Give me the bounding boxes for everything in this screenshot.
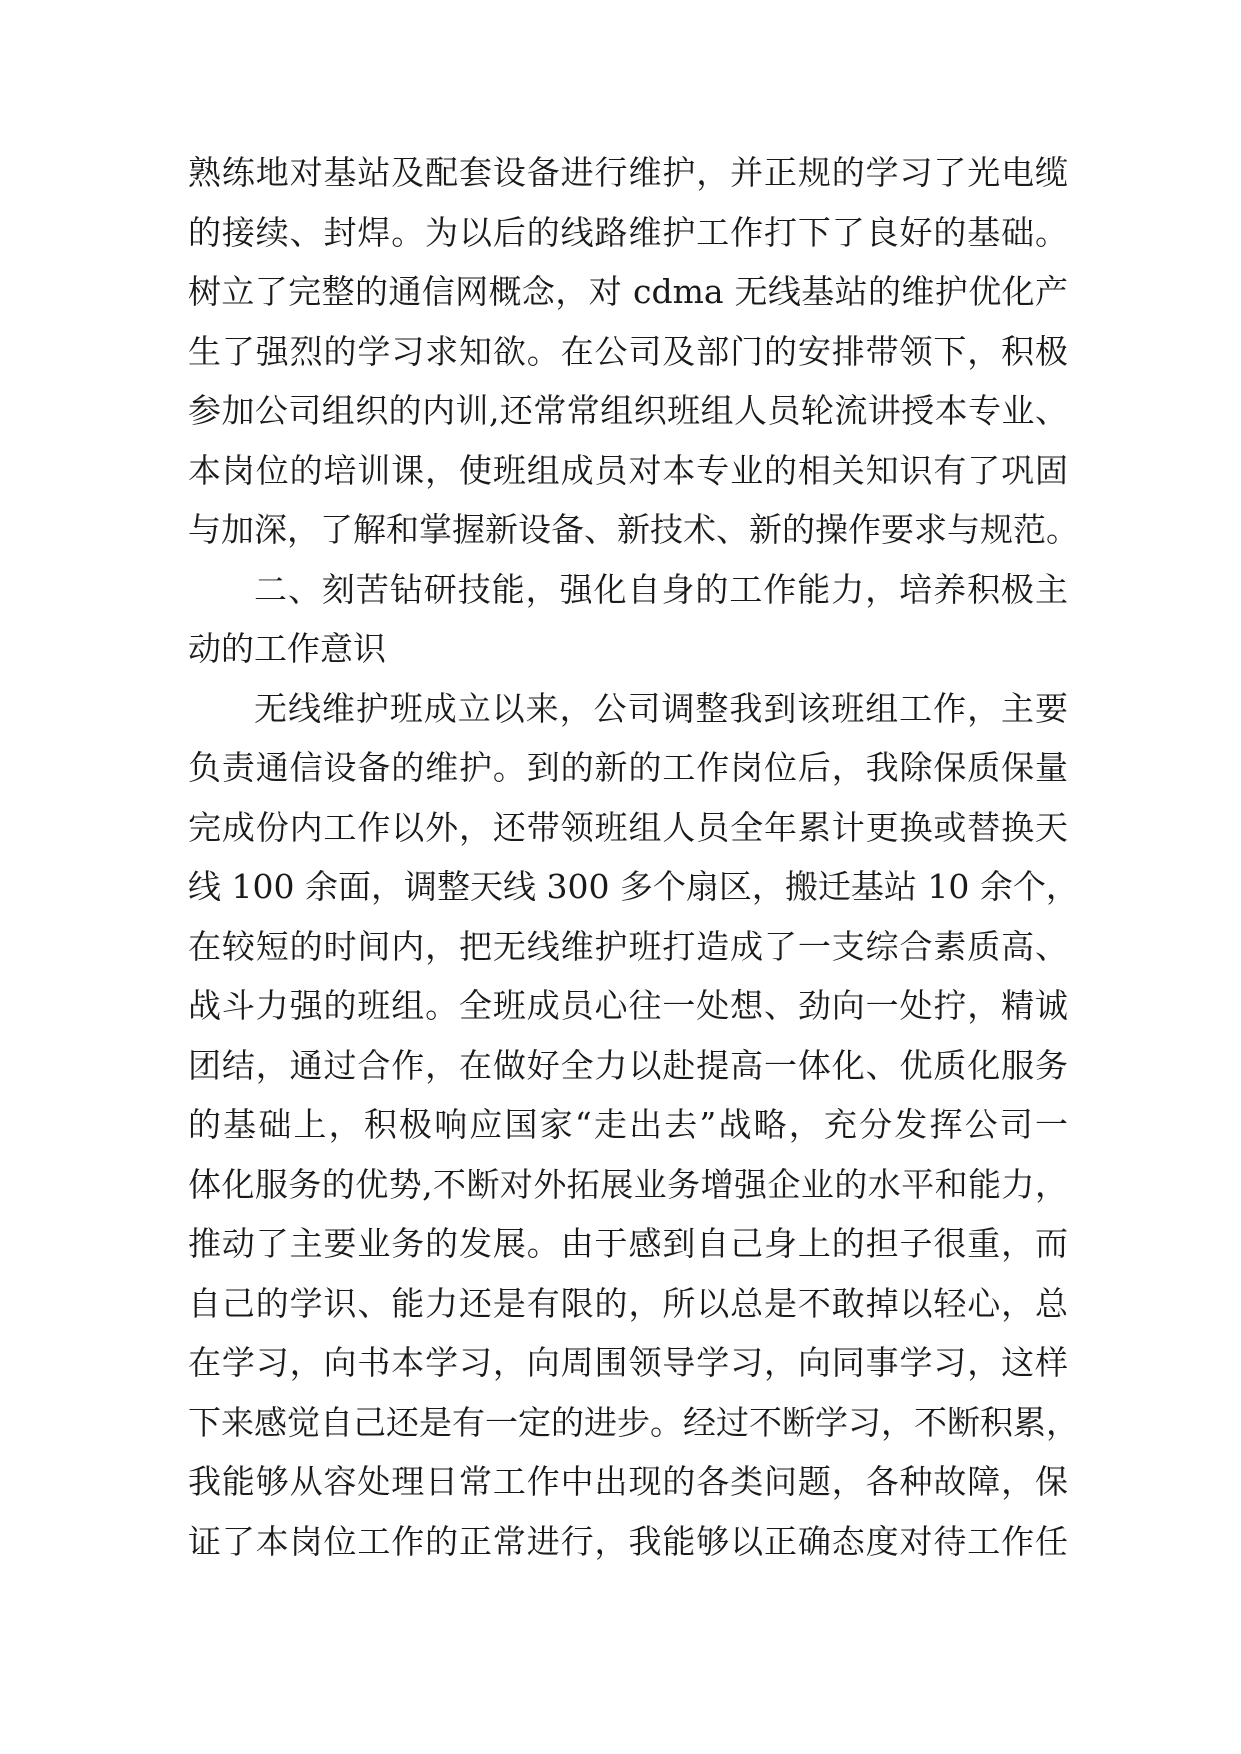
- text-line: 下来感觉自己还是有一定的进步。经过不断学习，不断积累，: [188, 1402, 1079, 1442]
- text-line: 负责通信设备的维护。到的新的工作岗位后，我除保质保量: [188, 748, 1068, 787]
- text-line: 团结，通过合作，在做好全力以赴提高一体化、优质化服务: [188, 1045, 1068, 1085]
- text-line: 的基础上，积极响应国家“走出去”战略，充分发挥公司一: [188, 1105, 1068, 1144]
- text-line: 在学习，向书本学习，向周围领导学习，向同事学习，这样: [188, 1343, 1068, 1382]
- text-line: 证了本岗位工作的正常进行，我能够以正确态度对待工作任: [188, 1521, 1068, 1561]
- text-line: 本岗位的培训课，使班组成员对本专业的相关知识有了巩固: [188, 450, 1068, 490]
- text-line: 熟练地对基站及配套设备进行维护，并正规的学习了光电缆: [188, 153, 1068, 192]
- text-line: 二、刻苦钻研技能，强化自身的工作能力，培养积极主: [254, 569, 1068, 609]
- text-line: 的接续、封焊。为以后的线路维护工作打下了良好的基础。: [188, 212, 1068, 252]
- text-line: 参加公司组织的内训,还常常组织班组人员轮流讲授本专业、: [188, 391, 1068, 430]
- text-line: 战斗力强的班组。全班成员心往一处想、劲向一处拧，精诚: [188, 986, 1068, 1025]
- text-line: 线 100 余面，调整天线 300 多个扇区，搬迁基站 10 余个，: [188, 867, 1079, 906]
- text-line: 我能够从容处理日常工作中出现的各类问题，各种故障，保: [188, 1462, 1068, 1501]
- text-line: 在较短的时间内，把无线维护班打造成了一支综合素质高、: [188, 926, 1068, 966]
- text-line: 树立了完整的通信网概念，对 cdma 无线基站的维护优化产: [188, 272, 1068, 311]
- text-line: 无线维护班成立以来，公司调整我到该班组工作，主要: [254, 688, 1068, 728]
- text-line: 与加深，了解和掌握新设备、新技术、新的操作要求与规范。: [188, 510, 1079, 549]
- body-text: [188, 143, 1079, 1571]
- text-line: 生了强烈的学习求知欲。在公司及部门的安排带领下，积极: [188, 331, 1068, 371]
- text-line: 体化服务的优势,不断对外拓展业务增强企业的水平和能力，: [188, 1164, 1068, 1204]
- text-line: 完成份内工作以外，还带领班组人员全年累计更换或替换天: [188, 807, 1068, 847]
- text-line: 自己的学识、能力还是有限的，所以总是不敢掉以轻心，总: [188, 1283, 1068, 1323]
- text-line: 推动了主要业务的发展。由于感到自己身上的担子很重，而: [188, 1224, 1068, 1263]
- text-line: 动的工作意识: [188, 629, 386, 668]
